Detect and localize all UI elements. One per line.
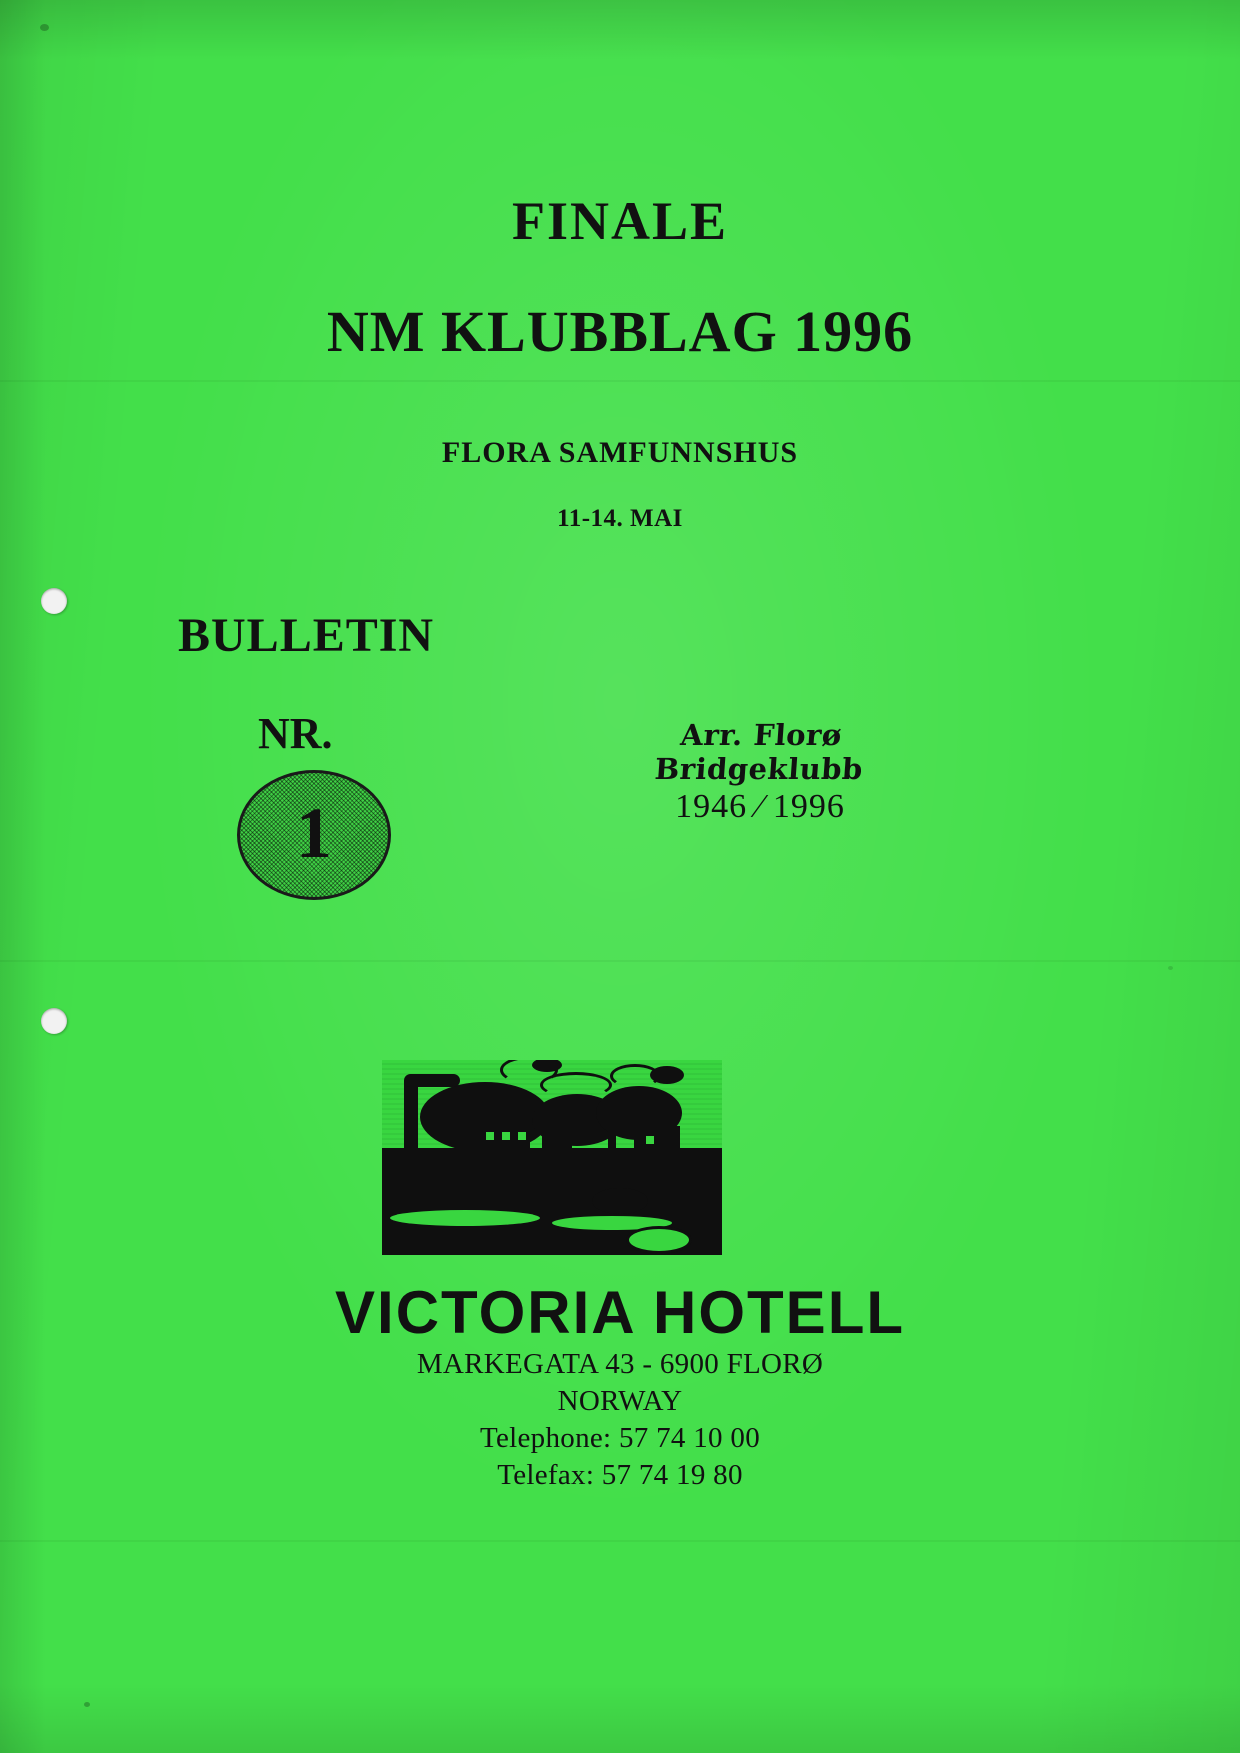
organizer-anniversary-years: 1946 ⁄ 1996 bbox=[675, 788, 845, 825]
heading-dates: 11-14. MAI bbox=[557, 505, 683, 532]
sponsor-telephone: Telephone: 57 74 10 00 bbox=[479, 1422, 761, 1454]
illustration-building-a bbox=[478, 1122, 530, 1162]
bulletin-number-badge bbox=[237, 770, 391, 900]
scan-streak bbox=[0, 1540, 1240, 1542]
illustration-cloud-2 bbox=[540, 1072, 612, 1098]
sponsor-telefax: Telefax: 57 74 19 80 bbox=[497, 1459, 743, 1491]
sponsor-address-line2: NORWAY bbox=[557, 1385, 683, 1417]
scan-streak bbox=[0, 380, 1240, 382]
heading-event-title: NM KLUBBLAG 1996 bbox=[326, 299, 914, 364]
illustration-window-2 bbox=[502, 1132, 510, 1140]
illustration-window-3 bbox=[518, 1132, 526, 1140]
bulletin-nr-label: NR. bbox=[258, 709, 333, 758]
bulletin-number: 1 bbox=[296, 793, 332, 873]
sponsor-name: VICTORIA HOTELL bbox=[335, 1279, 905, 1346]
illustration-boat-mast bbox=[618, 1172, 623, 1192]
illustration-window-1 bbox=[486, 1132, 494, 1140]
illustration-building-b bbox=[542, 1116, 572, 1162]
bulletin-label: BULLETIN bbox=[178, 609, 435, 662]
heading-venue: FLORA SAMFUNNSHUS bbox=[441, 436, 799, 469]
organizer-arranger: Arr. Florø Bridgeklubb bbox=[653, 718, 865, 786]
illustration-building-c bbox=[634, 1126, 680, 1162]
scan-streak bbox=[0, 960, 1240, 962]
illustration-window-4 bbox=[646, 1136, 654, 1144]
illustration-wave-highlight-1 bbox=[390, 1210, 540, 1226]
illustration-fish bbox=[626, 1226, 692, 1254]
illustration-church-spire bbox=[608, 1098, 616, 1150]
sponsor-address-line1: MARKEGATA 43 - 6900 FLORØ bbox=[416, 1348, 824, 1380]
floro-town-illustration bbox=[382, 1060, 722, 1255]
illustration-cloud-4 bbox=[650, 1066, 684, 1084]
illustration-smokestack bbox=[404, 1076, 418, 1154]
illustration-smokestack-arm bbox=[404, 1074, 460, 1087]
heading-finale: FINALE bbox=[511, 191, 729, 251]
